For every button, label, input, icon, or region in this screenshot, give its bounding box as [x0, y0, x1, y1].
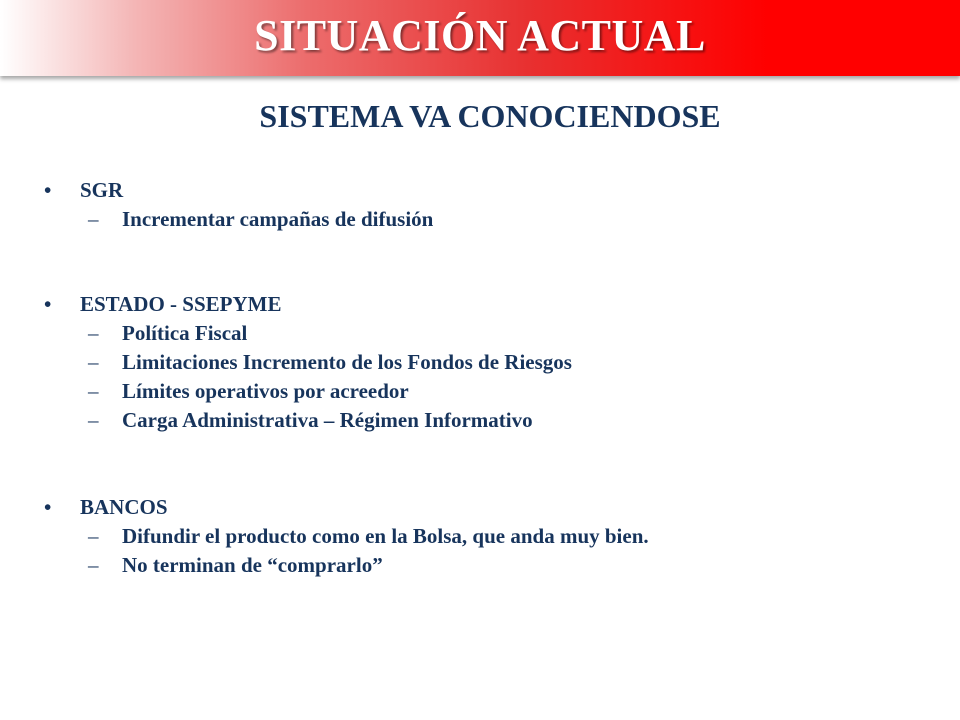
section-bancos [44, 493, 924, 580]
dash-icon: – [88, 379, 99, 403]
bullet-icon: • [44, 495, 52, 519]
dash-icon: – [88, 524, 99, 548]
section-sgr [44, 176, 924, 234]
slide-subtitle: SISTEMA VA CONOCIENDOSE [259, 98, 721, 134]
sub-item-text: No terminan de “comprarlo” [122, 553, 383, 577]
bullet-item [44, 493, 924, 522]
sub-item [44, 551, 924, 580]
sub-item-text: Límites operativos por acreedor [122, 379, 409, 403]
sub-item-text: Limitaciones Incremento de los Fondos de Riesgos [122, 350, 572, 374]
bullet-icon: • [44, 292, 52, 316]
sub-item [44, 522, 924, 551]
sub-item-text: Incrementar campañas de difusión [122, 207, 434, 231]
spacer [44, 234, 924, 290]
slide-title: SITUACIÓN ACTUAL [254, 11, 706, 60]
sub-item [44, 348, 924, 377]
section-estado [44, 290, 924, 435]
section-heading: BANCOS [80, 495, 168, 519]
dash-icon: – [88, 350, 99, 374]
sub-item [44, 205, 924, 234]
dash-icon: – [88, 321, 99, 345]
sub-item-text: Política Fiscal [122, 321, 248, 345]
bullet-item [44, 290, 924, 319]
sub-item-text: Difundir el producto como en la Bolsa, que anda muy bien. [122, 524, 649, 548]
dash-icon: – [88, 553, 99, 577]
bullet-icon: • [44, 178, 52, 202]
slide-content [44, 176, 924, 580]
dash-icon: – [88, 207, 99, 231]
title-bar [0, 0, 960, 76]
sub-item-text: Carga Administrativa – Régimen Informativo [122, 408, 533, 432]
sub-item [44, 406, 924, 435]
spacer [44, 435, 924, 493]
bullet-item [44, 176, 924, 205]
section-heading: ESTADO - SSEPYME [80, 292, 282, 316]
sub-item [44, 319, 924, 348]
dash-icon: – [88, 408, 99, 432]
sub-item [44, 377, 924, 406]
section-heading: SGR [80, 178, 124, 202]
